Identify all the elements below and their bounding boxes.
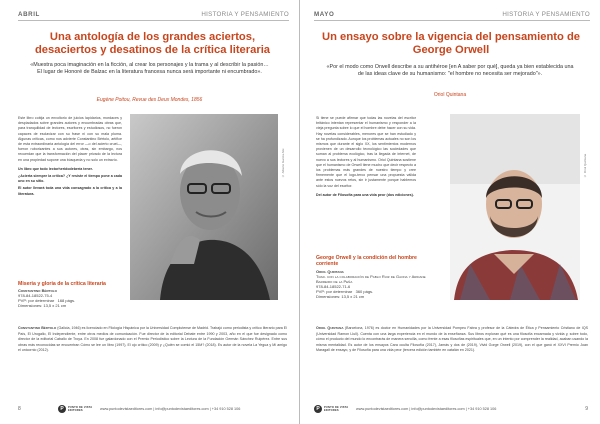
body-paragraph: Este libro cobija un envoltorio de juicios lapidarios, mordaces y despiadados sobre grandes autores y encumbradas obras que, para tranquilidad de lectores, escritores y estudiosos, no fueron capaces de esclavizar con su frase ni con su mala pluma. Algunas críticas, como nos advierte Constantino Bértolo, artífice de esta extraordinaria antología del error —o del acierto cruel—, fueron ruborizantes a sus autores, otras, sin embargo, nos recuerdan que la transformación del placer privado de la lectura en una propiedad supone una búsqueda y no solo un extravío.: [18, 116, 122, 162]
book-details: [18, 288, 128, 308]
portrait-image: [450, 114, 580, 300]
photo-credit: © Oriol Quintana: [583, 153, 587, 178]
author-bio: [18, 326, 287, 354]
quote-source: Oriol Quintana: [433, 92, 467, 98]
book-pvp: PVP: por determinar: [316, 289, 353, 294]
photo-credit: © Alberto García Alix: [281, 148, 285, 178]
book-translation: Trad. con la colaboración de Pablo Ruiz de Gaona y Aridane Barreiro de la Peña: [316, 274, 426, 284]
month-label: MAYO: [314, 11, 335, 18]
highlight-line: Un libro que todo lectorheridodebería tener.: [18, 166, 93, 171]
book-title: George Orwell y la condición del hombre corriente: [316, 255, 417, 268]
publisher-logo: [314, 405, 350, 413]
highlight-line: ¿Acierta siempre la crítica? ¿Y resiste el tiempo pone a cada uno en su sitio.: [18, 174, 122, 184]
body-text: [316, 116, 416, 200]
page-footer: [314, 404, 588, 414]
quote-source: Eugène Poitou, Revue des Deux Mondes, 1856: [96, 97, 203, 103]
book-pages: 168 págs.: [57, 298, 76, 303]
pull-quote: «Por el modo como Orwell describe a su antihéroe [en A saber por qué], queda ya bien establecida una de las ideas clave de su humanismo: "el hombre no necesita ser mejorado"».: [326, 64, 574, 77]
page-number: 8: [18, 406, 21, 412]
body-text: [18, 116, 122, 199]
book-pvp: PVP: por determinar: [18, 298, 55, 303]
publisher-logo: [58, 405, 94, 413]
page-header: [18, 9, 289, 21]
section-label: HISTORIA Y PENSAMIENTO: [502, 11, 590, 18]
author-photo: [130, 114, 278, 300]
highlight-line: Del autor de Filosofía para una vida peor (dos ediciones).: [316, 192, 414, 197]
book-dimensions: Dimensiones: 13,5 x 21 cm: [316, 294, 365, 299]
pull-quote: «Muestra poca imaginación en la ficción, al crear los personajes y la trama y al describir la pasión… El lugar de Honoré de Balzac en la literatura francesa nunca será importante ni encumbrado».: [30, 62, 269, 75]
author-bio: [316, 326, 588, 354]
publisher-logo-icon: P: [314, 405, 322, 413]
article-title: Una antología de los grandes aciertos, desaciertos y desatinos de la crítica literaria: [34, 31, 271, 56]
bio-name: Oriol Quintana: [316, 326, 344, 330]
section-label: HISTORIA Y PENSAMIENTO: [201, 11, 289, 18]
footer-contact[interactable]: www.puntodevistaeditores.com | info@puntodevistaeditores.com | +34 910 528 106: [100, 407, 241, 411]
publisher-name: PUNTO DE VISTA EDITORES: [68, 406, 93, 412]
book-dimensions: Dimensiones: 13,5 x 21 cm: [18, 303, 67, 308]
month-label: ABRIL: [18, 11, 40, 18]
book-pages: 360 págs.: [355, 289, 374, 294]
book-isbn: 978-84-18522-75-4: [18, 293, 53, 298]
page-footer: [18, 404, 287, 414]
book-author: Oriol Quintana: [316, 269, 344, 274]
footer-contact[interactable]: www.puntodevistaeditores.com | info@puntodevistaeditores.com | +34 910 528 106: [356, 407, 497, 411]
book-isbn: 978-84-18522-71-6: [316, 284, 351, 289]
bio-name: Constantino Bértolo: [18, 326, 57, 330]
book-title: Miseria y gloria de la crítica literaria: [18, 281, 106, 287]
publisher-logo-icon: P: [58, 405, 66, 413]
article-title: Un ensayo sobre la vigencia del pensamiento de George Orwell: [321, 31, 581, 56]
bio-text: (Galicia, 1946) es licenciado en Filología Hispánica por la Universidad Complutense de Madrid. Trabajó como periodista y crítico literario para El País, El Urogallo, El Independiente, entre otros medios de comunicación. Fue director de la editorial Debate entre 1990 y 2003, año en el que fue designado como director de la editorial Caballo de Troya. En 2008 fue galardonado con el Premio Periodístico sobre la Lectura de la Fundación Germán Sánchez Ruipérez. Entre sus obras más reconocidas se encuentran Cómo se lee un libro (1997), El ojo crítico (2009) y ¿Quién se comió el 15M? (2018). Es autor de la novela La Yegua y Mi amigo el unicornio (2012).: [18, 326, 288, 353]
page-header: [314, 9, 590, 21]
body-paragraph: Si tiene se puede afirmar que todas las novelas del escritor británico intentan representar el humanismo y responder a la vieja pregunta sobre lo que el hombre debe hacer con su vida. Hay novelas considerables, menores que se han estudiado y se ha profundizado. Aunque los problemas actuales no son los mismos que durante el siglo XX, los sentimientos modernos provienen de un desarrollo tecnológico las sociedades que suman al problema ecológico, tras la llegada de internet, de nuevo a sus lectores y al humanismo. Oriol Quintana sostiene que el humanismo de Orwell tiene mucho que decir respecto a los problemas más grandes de nuestro tiempo y cree firmemente que el logo-terco pensar una propuesta válida ante estos nuevos retos, sin ir justamente porque hablemos sólo la voz del escritor.: [316, 116, 416, 188]
bio-text: (Barcelona, 1976) es doctor en Humanidades por la Universidad Pompeu Fabra y profesor de la Cátedra de Ética y Pensamiento Cristiano de IQS (Universidad Ramon Llull). Cuenta con una larga experiencia en el mundo de la enseñanza. Sus libros exploran qué es una filosofía encarnada y vivida y, sobre todo, cómo el producto del mundo lo encontrarás de manera sencilla, como frente a esas filosofías espirituales que, en un intento por comprender la realidad, acaban usando la misma mentalidad. Es autor de los ensayos Cara oculta Filosofía (2017), Jamás y dos de (2019), Vivid Gorge Orwell (2019), con el que ganó el XXVI Premio Joan Maragall de ensayo, y de Filosofía para una vida peor (tercera edición también en catalán en 2021).: [316, 326, 589, 353]
right-page: [300, 0, 600, 424]
author-photo: [450, 114, 580, 300]
book-details: [316, 269, 436, 299]
page-number: 9: [585, 406, 588, 412]
book-author: Constantino Bértolo: [18, 288, 57, 293]
publisher-name: PUNTO DE VISTA EDITORES: [324, 406, 349, 412]
portrait-image: [130, 114, 278, 300]
highlight-line: El autor llevará toda una vida consagrado a la crítica y a la literatura.: [18, 186, 122, 196]
